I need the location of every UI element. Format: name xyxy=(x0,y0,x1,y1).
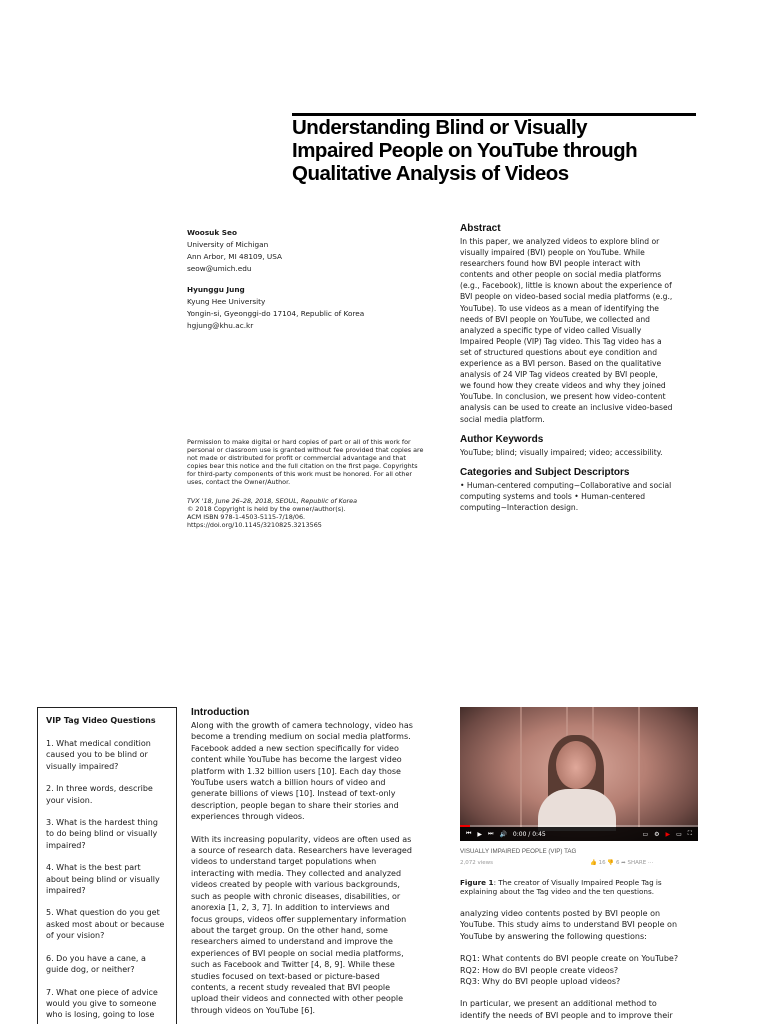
intro-line: videos to understand target populations when xyxy=(191,857,377,867)
question-line: 6. Do you have a cane, a xyxy=(46,953,146,963)
fullscreen-icon[interactable]: ⛶ xyxy=(687,830,692,837)
categories-line: computing~Interaction design. xyxy=(460,502,579,512)
meta-line: ACM ISBN 978-1-4503-5115-7/18/06. xyxy=(187,513,306,522)
body-line: RQ3: Why do BVI people upload videos? xyxy=(460,977,621,987)
categories-section xyxy=(460,466,710,513)
question-line: 2. In three words, describe xyxy=(46,784,153,794)
doi-link[interactable]: https://doi.org/10.1145/3210825.3213565 xyxy=(187,521,322,530)
question-line: would you give to someone xyxy=(46,998,157,1008)
meta-line: © 2018 Copyright is held by the owner/author(s). xyxy=(187,505,346,514)
abstract-line: (e.g., Facebook), little is known about the experience of xyxy=(460,281,672,291)
intro-line: researchers aimed to understand and improve the xyxy=(191,937,393,947)
abstract-line: Impaired People (VIP) Tag video. This Tag video has a xyxy=(460,336,662,346)
intro-line: description, people began to share their stories and xyxy=(191,800,399,810)
question-item xyxy=(46,953,168,976)
intro-line: experiences through videos. xyxy=(191,812,305,822)
question-line: who is losing, going to lose xyxy=(46,1010,155,1020)
intro-line: anorexia [1, 2, 3, 7]. In addition to interviews and xyxy=(191,903,390,913)
categories-line: • Human-centered computing~Collaborative and social xyxy=(460,480,672,490)
intro-line: generate billions of views [10]. Instead of text-only xyxy=(191,789,396,799)
abstract-line: visually impaired (BVI) people on YouTube. While xyxy=(460,248,645,258)
author-affiliation: University of Michigan xyxy=(187,240,269,249)
intro-paragraph xyxy=(191,834,441,1017)
intro-line: experiences of BVI people on social media platforms, xyxy=(191,948,404,958)
keywords-body xyxy=(460,447,710,458)
caption-text: : The creator of Visually Impaired People Tag is xyxy=(493,878,662,887)
introduction-body xyxy=(191,720,441,1016)
abstract-line: we found how they create videos and why they joined xyxy=(460,381,666,391)
permission-line: copies bear this notice and the full citation on the first page. Copyrights xyxy=(187,462,418,471)
captions-icon[interactable]: ▭ xyxy=(642,830,649,838)
abstract-line: YouTube. In conclusion, we present how video-content xyxy=(460,392,666,402)
keywords-section xyxy=(460,433,710,458)
caption-line: explaining about the Tag video and the ten questions. xyxy=(460,887,654,897)
vip-questions-sidebar xyxy=(37,707,177,1024)
keywords-line: YouTube; blind; visually impaired; video; accessibility. xyxy=(460,447,663,457)
publication-meta xyxy=(187,497,447,529)
categories-line: computing systems and tools • Human-centered xyxy=(460,491,646,501)
abstract-line: contents and other people on social media platforms xyxy=(460,270,662,280)
intro-line: become a trending medium on social media platforms. xyxy=(191,732,411,742)
video-views: 2,072 views xyxy=(460,860,494,866)
question-line: impaired? xyxy=(46,886,86,896)
body-paragraph xyxy=(460,998,710,1021)
video-time: 0:00 / 0:45 xyxy=(512,830,546,838)
video-stats: 👍 16 👎 6 ➦ SHARE ⋯ xyxy=(590,860,654,866)
intro-line: Along with the growth of camera technology, video has xyxy=(191,721,413,730)
author-name: Hyunggu Jung xyxy=(187,285,245,294)
author-block xyxy=(187,227,437,341)
play-icon[interactable]: ▶ xyxy=(477,830,483,838)
intro-line: upload their videos and connected with other people xyxy=(191,994,404,1004)
abstract-heading: Abstract xyxy=(460,223,501,234)
author-affiliation: Kyung Hee University xyxy=(187,297,266,306)
figure-caption xyxy=(460,878,705,897)
intro-line: platform with 1.32 billion users [10]. Each day those xyxy=(191,766,401,776)
author-email: seow@umich.edu xyxy=(187,264,252,273)
paper-title xyxy=(292,116,702,185)
author-email: hgjung@khu.ac.kr xyxy=(187,321,254,330)
intro-line: through videos on YouTube [6]. xyxy=(191,1005,315,1015)
abstract-line: BVI people on video-based social media platforms (e.g., xyxy=(460,292,673,302)
question-item xyxy=(46,817,168,851)
question-line: guide dog, or neither? xyxy=(46,965,135,975)
title-line: Impaired People on YouTube through xyxy=(292,139,638,162)
abstract-line: YouTube). To use videos as a mean of identifying the xyxy=(460,303,659,313)
body-line: analyzing video contents posted by BVI people on xyxy=(460,909,661,918)
intro-line: about the target group. On the other hand, some xyxy=(191,925,388,935)
abstract-line: researchers found how BVI people interact with xyxy=(460,259,641,269)
question-line: 3. What is the hardest thing xyxy=(46,818,158,828)
caption-line xyxy=(460,878,705,887)
intro-line: YouTube users watch a billion hours of video and xyxy=(191,778,386,788)
body-line: identify the needs of BVI people and to improve their xyxy=(460,1010,673,1020)
author-1 xyxy=(187,227,437,275)
body-line: RQ1: What contents do BVI people create on YouTube? xyxy=(460,954,679,964)
abstract-line: social media platform. xyxy=(460,414,545,424)
question-item xyxy=(46,738,168,772)
sidebar-title: VIP Tag Video Questions xyxy=(46,716,156,725)
abstract-line: analyzed a specific type of video called Visually xyxy=(460,325,642,335)
right-column xyxy=(460,222,710,521)
question-line: 4. What is the best part xyxy=(46,863,141,873)
person-face xyxy=(556,741,596,789)
video-controls xyxy=(460,827,698,841)
abstract-line: set of structured questions about eye condition and xyxy=(460,347,658,357)
intro-line: such as Facebook and Twitter [4, 8, 9]. While these xyxy=(191,960,395,970)
question-line: 1. What medical condition xyxy=(46,739,151,748)
right-body-text xyxy=(460,908,710,1024)
abstract-line: analysis of 24 VIP Tag videos created by BVI people, xyxy=(460,370,658,380)
keywords-heading: Author Keywords xyxy=(460,433,544,445)
permission-line: Permission to make digital or hard copies of part or all of this work for xyxy=(187,438,411,446)
settings-icon[interactable]: ⚙ xyxy=(654,830,660,838)
video-screenshot[interactable] xyxy=(460,707,698,841)
question-line: to do being blind or visually xyxy=(46,829,158,839)
introduction-section xyxy=(191,706,441,1024)
question-item xyxy=(46,783,168,806)
intro-line: focus groups, videos offer supplementary information xyxy=(191,914,407,924)
intro-line: interacting with media. They collected and analyzed xyxy=(191,868,402,878)
intro-line: content while YouTube has become the largest video xyxy=(191,755,402,765)
permission-notice xyxy=(187,438,447,487)
categories-body xyxy=(460,480,710,513)
body-paragraph xyxy=(460,908,710,942)
body-paragraph xyxy=(460,953,710,987)
question-line: impaired? xyxy=(46,840,86,850)
question-line: about being blind or visually xyxy=(46,874,160,884)
permission-line: not made or distributed for profit or commercial advantage and that xyxy=(187,454,406,463)
author-name: Woosuk Seo xyxy=(187,228,237,237)
intro-line: such as people with chronic diseases, disabilities, or xyxy=(191,891,401,901)
question-line: visually impaired? xyxy=(46,761,119,771)
permission-line: for third-party components of this work must be honored. For all other xyxy=(187,470,413,479)
question-item xyxy=(46,987,168,1021)
abstract-line: In this paper, we analyzed videos to explore blind or xyxy=(460,237,660,246)
intro-line: Facebook added a new section specifically for video xyxy=(191,743,399,753)
abstract-body xyxy=(460,236,710,425)
youtube-icon[interactable]: ▶ xyxy=(665,830,671,838)
intro-paragraph xyxy=(191,720,441,823)
video-title[interactable]: VISUALLY IMPAIRED PEOPLE (VIP) TAG xyxy=(460,848,577,855)
skip-forward-icon[interactable]: ⏭ xyxy=(488,830,494,837)
title-line: Understanding Blind or Visually xyxy=(292,116,588,139)
abstract-line: experience as a BVI person. Based on the qualitative xyxy=(460,359,662,369)
permission-line: personal or classroom use is granted without fee provided that copies are xyxy=(187,446,424,455)
question-item xyxy=(46,862,168,896)
question-item xyxy=(46,907,168,941)
author-address: Ann Arbor, MI 48109, USA xyxy=(187,252,283,261)
intro-line: contents, a recent study revealed that BVI people xyxy=(191,982,391,992)
intro-line: a source of research data. Researchers have leveraged xyxy=(191,846,412,856)
question-line: asked most about or because xyxy=(46,919,165,929)
author-address: Yongin-si, Gyeonggi-do 17104, Republic of Korea xyxy=(187,309,365,318)
intro-line: With its increasing popularity, videos are often used as xyxy=(191,834,412,844)
body-line: YouTube. This study aims to understand BVI people on xyxy=(460,920,678,930)
permission-line: uses, contact the Owner/Author. xyxy=(187,478,291,487)
body-line: YouTube by answering the following questions: xyxy=(460,931,647,941)
introduction-heading: Introduction xyxy=(191,707,250,718)
question-line: 7. What one piece of advice xyxy=(46,987,158,997)
question-list xyxy=(46,738,168,1021)
body-line: In particular, we present an additional method to xyxy=(460,999,657,1009)
meta-line: TVX '18, June 26–28, 2018, SEOUL, Republic of Korea xyxy=(187,497,358,505)
question-line: caused you to be blind or xyxy=(46,750,148,760)
intro-line: videos created by people with various backgrounds, xyxy=(191,880,400,890)
question-line: 5. What question do you get xyxy=(46,908,160,918)
intro-line: studies focused on text-based or picture-based xyxy=(191,971,380,981)
author-2 xyxy=(187,284,437,332)
skip-back-icon[interactable]: ⏮ xyxy=(466,830,472,837)
question-line: your vision. xyxy=(46,795,93,805)
question-line: of your vision? xyxy=(46,931,105,941)
abstract-section xyxy=(460,222,710,425)
figure-label: Figure 1 xyxy=(460,878,494,887)
abstract-line: analysis can be used to create an inclusive video-based xyxy=(460,403,673,413)
body-line: RQ2: How do BVI people create videos? xyxy=(460,965,619,975)
theater-icon[interactable]: ▭ xyxy=(676,830,682,838)
volume-icon[interactable]: 🔊 xyxy=(499,830,507,838)
categories-heading: Categories and Subject Descriptors xyxy=(460,466,630,478)
abstract-line: needs of BVI people on YouTube, we collected and xyxy=(460,314,650,324)
title-line: Qualitative Analysis of Videos xyxy=(292,162,569,185)
